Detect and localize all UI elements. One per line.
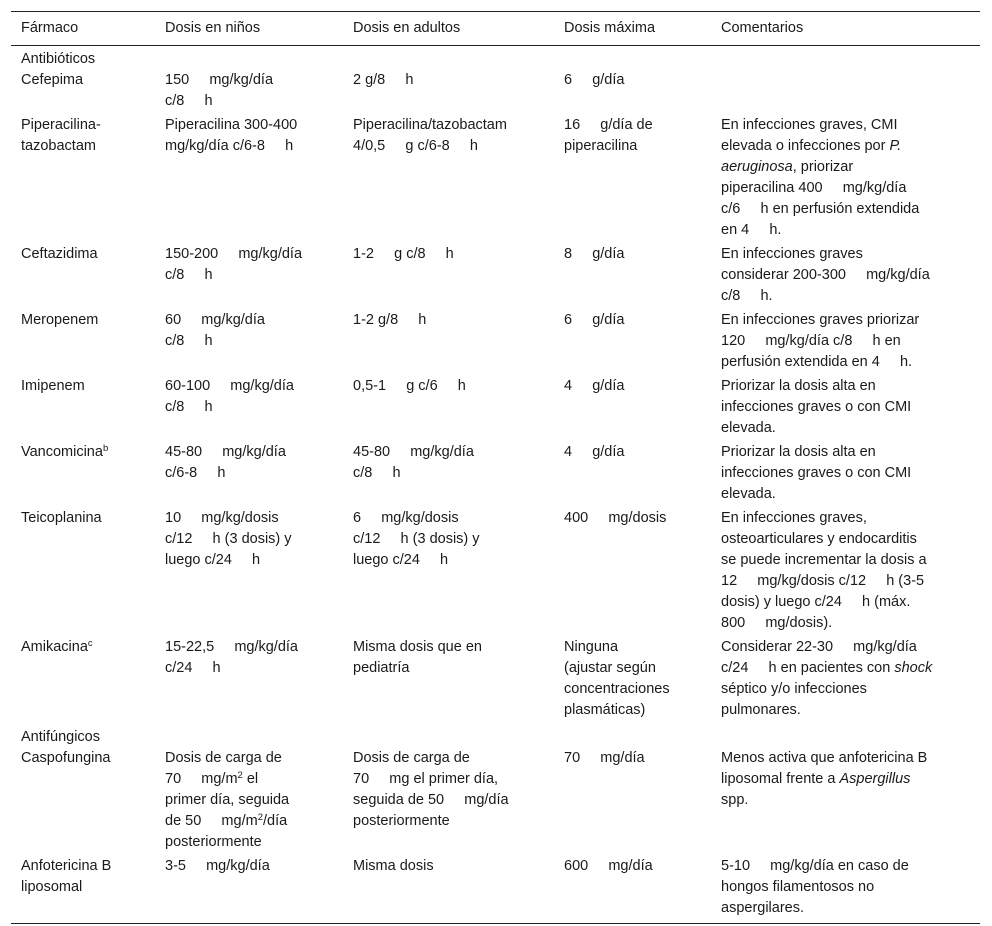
comment: En infecciones graves, osteoarticulares y endocarditis se puede incrementar la dosis a 12 mg/kg/dosis c/12 h (3-5 dosis) y luego c/24 h (máx. 800 mg/dosis). bbox=[721, 510, 927, 631]
footnote-marker: c bbox=[87, 638, 93, 649]
child-dose: 60-100 mg/kg/día c/8 h bbox=[165, 378, 294, 415]
adult-dose: Misma dosis que en pediatría bbox=[353, 639, 482, 676]
comment: En infecciones graves priorizar 120 mg/kg/día c/8 h en perfusión extendida en 4 h. bbox=[721, 312, 920, 370]
adult-dose: Misma dosis bbox=[343, 856, 554, 924]
drug-name: Vancomicina$^b$ bbox=[21, 443, 109, 460]
header-child-dose: Dosis en niños bbox=[155, 12, 343, 46]
table-body bbox=[11, 46, 980, 924]
max-dose: 70 mg/día bbox=[564, 750, 645, 766]
adult-dose: 1-2 g/8 h bbox=[353, 312, 427, 328]
dosing-table bbox=[11, 11, 980, 924]
comment: Priorizar la dosis alta en infecciones graves o con CMI elevada. bbox=[721, 378, 912, 436]
max-dose: Ninguna (ajustar según concentraciones plasmáticas) bbox=[564, 639, 670, 718]
table-row bbox=[11, 115, 980, 244]
section-row-antibiotics bbox=[11, 46, 980, 71]
table-row bbox=[11, 637, 980, 724]
drug-name: Cefepima bbox=[21, 72, 84, 88]
child-dose: Dosis de carga de 70 $mg/m^2$ el primer día, seguida de 50 $mg/m^2$/día posteriormente bbox=[165, 750, 290, 850]
drug-name: Piperacilina- tazobactam bbox=[21, 117, 101, 154]
max-dose: 8 g/día bbox=[564, 246, 625, 262]
comment: En infecciones graves, CMI elevada o infecciones por P. aeruginosa, priorizar piperacilina 400 mg/kg/día c/6 h en perfusión extendida en 4 h. bbox=[721, 117, 920, 238]
child-dose: 60 mg/kg/día c/8 h bbox=[165, 312, 265, 349]
child-dose: 150-200 mg/kg/día c/8 h bbox=[165, 246, 303, 283]
max-dose: 4 g/día bbox=[564, 444, 625, 460]
drug-name: Amikacina$^c$ bbox=[21, 638, 93, 655]
header-row bbox=[11, 12, 980, 46]
table-row bbox=[11, 376, 980, 442]
max-dose: 6 g/día bbox=[564, 72, 625, 88]
drug-name: Teicoplanina bbox=[21, 510, 102, 526]
table-row bbox=[11, 310, 980, 376]
section-label: Antifúngicos bbox=[21, 729, 100, 745]
comment bbox=[711, 70, 980, 115]
adult-dose: Dosis de carga de 70 mg el primer día, seguida de 50 mg/día posteriormente bbox=[353, 750, 509, 829]
section-row-antifungals bbox=[11, 724, 980, 748]
child-dose: 10 mg/kg/dosis c/12 h (3 dosis) y luego c/24 h bbox=[165, 510, 292, 568]
child-dose: 15-22,5 mg/kg/día c/24 h bbox=[165, 639, 298, 676]
comment: Priorizar la dosis alta en infecciones graves o con CMI elevada. bbox=[721, 444, 912, 502]
header-comments: Comentarios bbox=[711, 12, 980, 46]
dosing-table-container bbox=[11, 11, 980, 924]
adult-dose: 2 g/8 h bbox=[353, 72, 414, 88]
table-row bbox=[11, 70, 980, 115]
adult-dose: 45-80 mg/kg/día c/8 h bbox=[353, 444, 474, 481]
drug-name: Anfotericina B liposomal bbox=[11, 856, 155, 924]
comment: En infecciones graves considerar 200-300 mg/kg/día c/8 h. bbox=[721, 246, 930, 304]
table-row bbox=[11, 244, 980, 310]
max-dose: 600 mg/día bbox=[554, 856, 711, 924]
adult-dose: 6 mg/kg/dosis c/12 h (3 dosis) y luego c/24 h bbox=[353, 510, 480, 568]
table-row bbox=[11, 508, 980, 637]
child-dose: 150 mg/kg/día c/8 h bbox=[165, 72, 274, 109]
max-dose: 4 g/día bbox=[564, 378, 625, 394]
table-row bbox=[11, 442, 980, 508]
child-dose: 45-80 mg/kg/día c/6-8 h bbox=[165, 444, 286, 481]
adult-dose: Piperacilina/tazobactam 4/0,5 g c/6-8 h bbox=[353, 117, 507, 154]
comment: Considerar 22-30 mg/kg/día c/24 h en pacientes con shock séptico y/o infecciones pulmonares. bbox=[721, 639, 933, 718]
header-adult-dose: Dosis en adultos bbox=[343, 12, 554, 46]
drug-name: Caspofungina bbox=[21, 750, 111, 766]
drug-name: Meropenem bbox=[21, 312, 99, 328]
header-max-dose: Dosis máxima bbox=[554, 12, 711, 46]
table-row bbox=[11, 748, 980, 856]
adult-dose: 1-2 g c/8 h bbox=[353, 246, 454, 262]
footnote-marker: b bbox=[102, 443, 109, 454]
drug-name: Imipenem bbox=[21, 378, 85, 394]
child-dose: Piperacilina 300-400 mg/kg/día c/6-8 h bbox=[165, 117, 298, 154]
max-dose: 16 g/día de piperacilina bbox=[564, 117, 653, 154]
child-dose: 3-5 mg/kg/día bbox=[155, 856, 343, 924]
section-label: Antibióticos bbox=[21, 51, 96, 67]
header-drug: Fármaco bbox=[11, 12, 155, 46]
drug-name: Ceftazidima bbox=[21, 246, 98, 262]
adult-dose: 0,5-1 g c/6 h bbox=[353, 378, 466, 394]
max-dose: 400 mg/dosis bbox=[564, 510, 667, 526]
table-row bbox=[11, 856, 980, 924]
comment: 5-10 mg/kg/día en caso de hongos filamentosos no aspergilares. bbox=[711, 856, 980, 924]
max-dose: 6 g/día bbox=[564, 312, 625, 328]
table-header bbox=[11, 12, 980, 46]
comment: Menos activa que anfotericina B liposomal frente a Aspergillus spp. bbox=[721, 750, 928, 808]
